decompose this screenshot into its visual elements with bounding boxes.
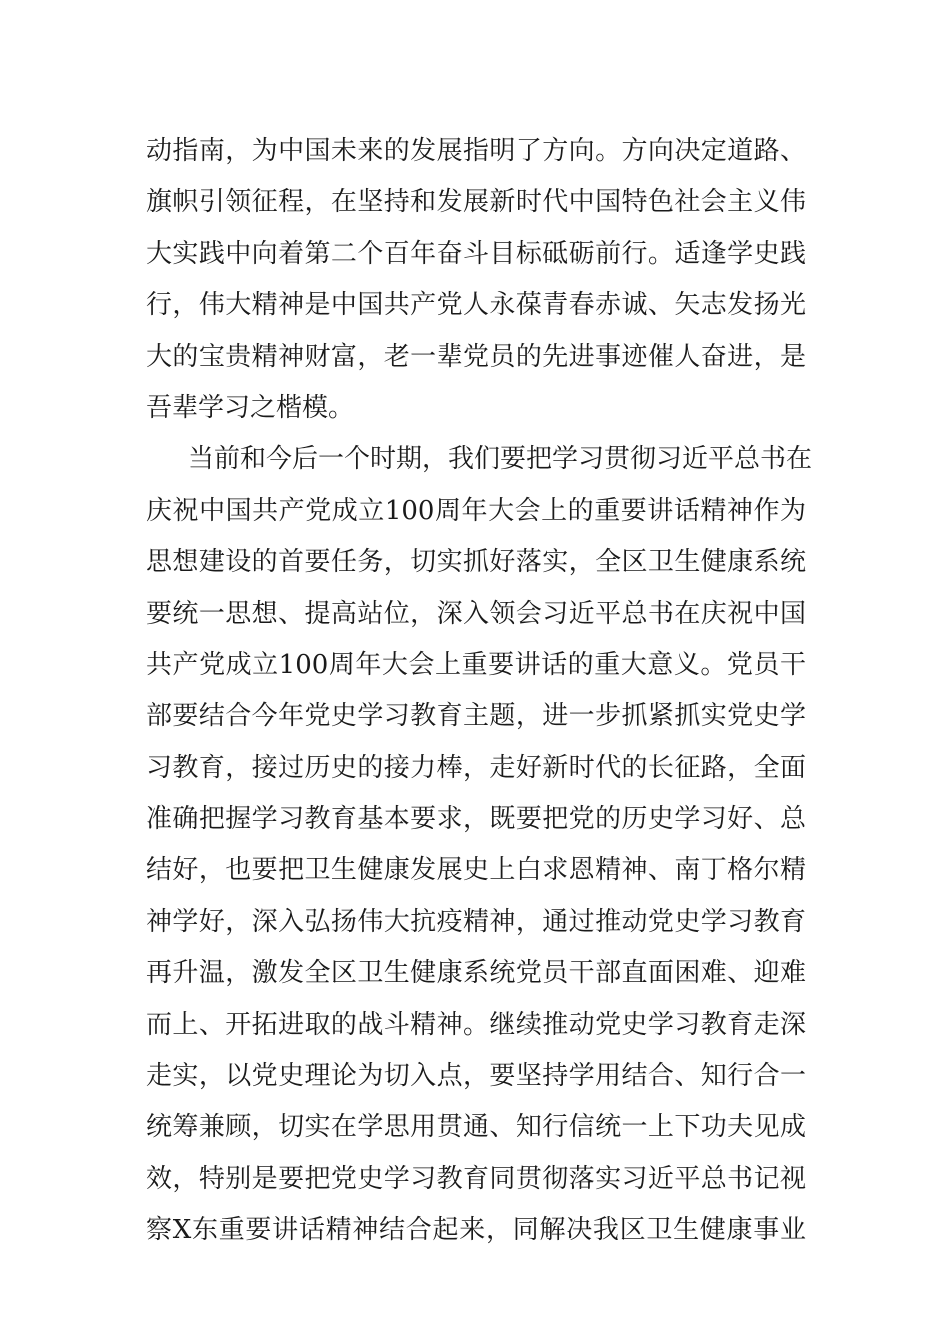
text-line: 结好，也要把卫生健康发展史上白求恩精神、南丁格尔精 [146, 855, 806, 886]
text-line: 神学好，深入弘扬伟大抗疫精神，通过推动党史学习教育 [146, 906, 806, 937]
text-line: 动指南，为中国未来的发展指明了方向。方向决定道路、 [146, 136, 806, 166]
text-line: 准确把握学习教育基本要求，既要把党的历史学习好、总 [146, 804, 806, 835]
text-line: 统筹兼顾，切实在学思用贯通、知行信统一上下功夫见成 [146, 1112, 806, 1143]
text-line: 庆祝中国共产党成立100周年大会上的重要讲话精神作为 [146, 495, 806, 526]
text-line: 大实践中向着第二个百年奋斗目标砥砺前行。适逢学史践 [146, 238, 806, 269]
document-body [146, 126, 813, 1257]
text-line: 思想建设的首要任务，切实抓好落实，全区卫生健康系统 [146, 547, 806, 578]
text-line: 吾辈学习之楷模。 [146, 392, 355, 423]
paragraph-1 [146, 126, 806, 434]
text-line: 共产党成立100周年大会上重要讲话的重大意义。党员干 [146, 649, 806, 680]
text-line: 效，特别是要把党史学习教育同贯彻落实习近平总书记视 [146, 1163, 806, 1194]
text-line: 大的宝贵精神财富，老一辈党员的先进事迹催人奋进，是 [146, 341, 806, 372]
text-line: 部要结合今年党史学习教育主题，进一步抓紧抓实党史学 [146, 701, 806, 732]
text-line: 察X东重要讲话精神结合起来，同解决我区卫生健康事业 [146, 1215, 806, 1246]
text-line: 再升温，激发全区卫生健康系统党员干部直面困难、迎难 [146, 958, 806, 989]
text-line: 旗帜引领征程，在坚持和发展新时代中国特色社会主义伟 [146, 187, 806, 218]
text-line: 走实，以党史理论为切入点，要坚持学用结合、知行合一 [146, 1061, 806, 1092]
text-line: 而上、开拓进取的战斗精神。继续推动党史学习教育走深 [146, 1009, 806, 1040]
text-line: 行，伟大精神是中国共产党人永葆青春赤诚、矢志发扬光 [146, 290, 806, 321]
text-line: 习教育，接过历史的接力棒，走好新时代的长征路，全面 [146, 752, 806, 783]
text-line: 要统一思想、提高站位，深入领会习近平总书在庆祝中国 [146, 598, 806, 629]
paragraph-2 [146, 434, 813, 1256]
text-line: 当前和今后一个时期，我们要把学习贯彻习近平总书在 [188, 444, 813, 475]
